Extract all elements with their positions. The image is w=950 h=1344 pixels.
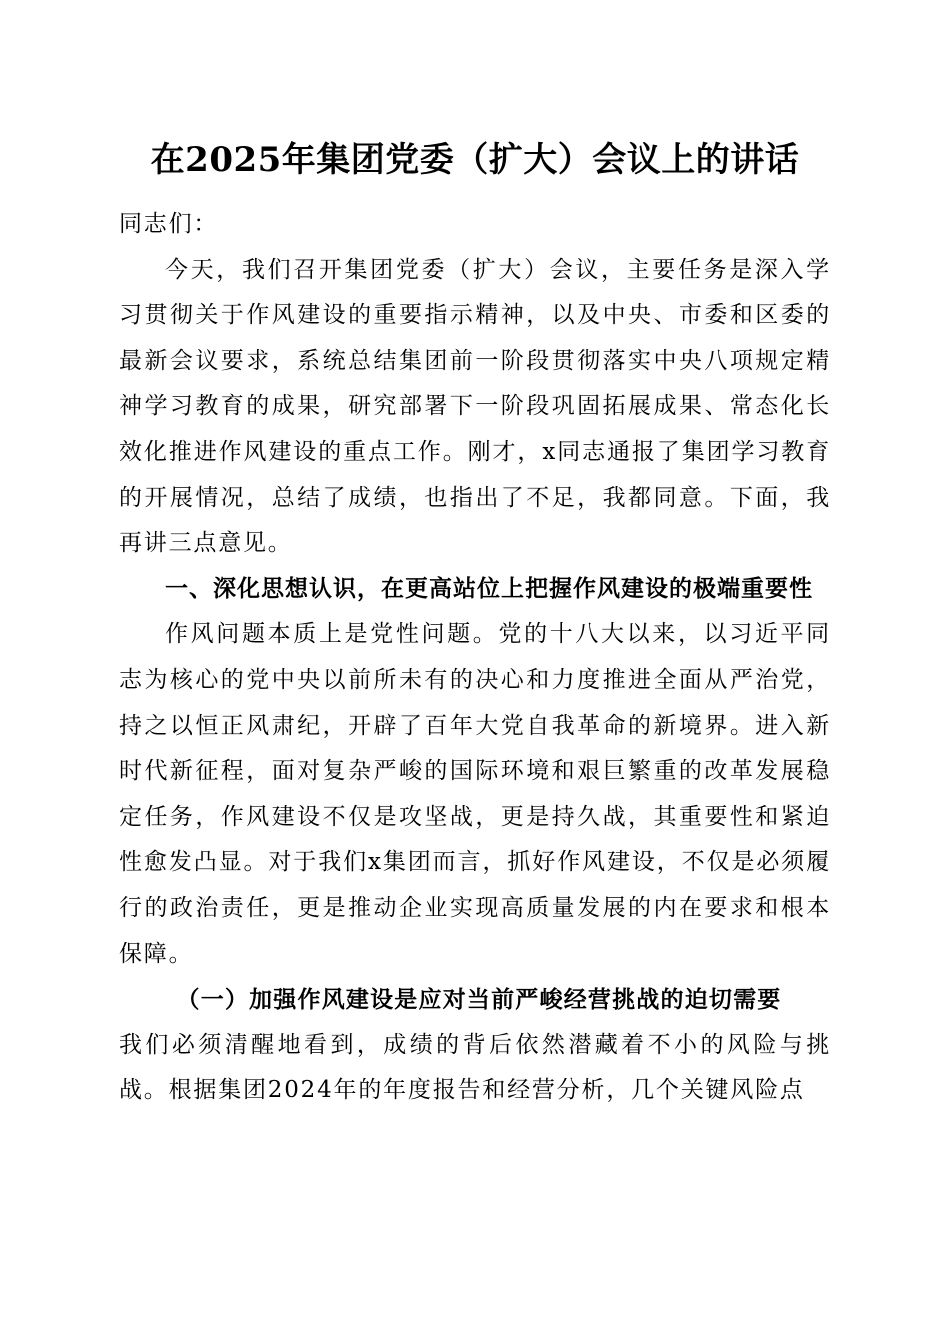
paragraph: 今天，我们召开集团党委（扩大）会议，主要任务是深入学习贯彻关于作风建设的重要指示精神，以及中央、市委和区委的最新会议要求，系统总结集团前一阶段贯彻落实中央八项规定精神学习教育的成果，研究部署下一阶段巩固拓展成果、常态化长效化推进作风建设的重点工作。刚才，x同志通报了集团学习教育的开展情况，总结了成绩，也指出了不足，我都同意。下面，我再讲三点意见。: [119, 256, 831, 557]
subsection-heading: （一）加强作风建设是应对当前严峻经营挑战的迫切需要: [176, 986, 782, 1014]
document-title: 在2025年集团党委（扩大）会议上的讲话: [150, 140, 800, 180]
salutation: 同志们：: [119, 211, 219, 237]
paragraph: 作风问题本质上是党性问题。党的十八大以来，以习近平同志为核心的党中央以前所未有的决心和力度推进全面从严治党，持之以恒正风肃纪，开辟了百年大党自我革命的新境界。进入新时代新征程，面对复杂严峻的国际环境和艰巨繁重的改革发展稳定任务，作风建设不仅是攻坚战，更是持久战，其重要性和紧迫性愈发凸显。对于我们x集团而言，抓好作风建设，不仅是必须履行的政治责任，更是推动企业实现高质量发展的内在要求和根本保障。: [119, 621, 831, 967]
section-heading: 一、深化思想认识，在更高站位上把握作风建设的极端重要性: [165, 575, 813, 602]
paragraph: 我们必须清醒地看到，成绩的背后依然潜藏着不小的风险与挑战。根据集团2024年的年度报告和经营分析，几个关键风险点: [119, 1031, 831, 1104]
document-body: [119, 202, 831, 1114]
